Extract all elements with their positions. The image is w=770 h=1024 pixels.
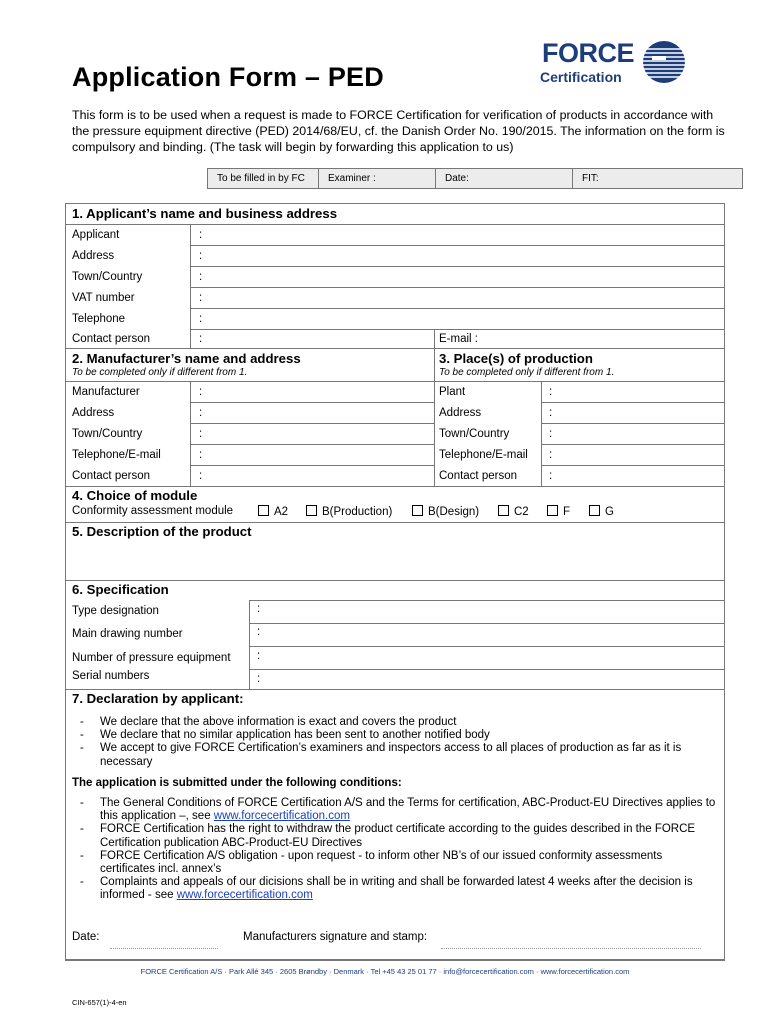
page-title: Application Form – PED — [72, 62, 384, 92]
list-item: - The General Conditions of FORCE Certification A/S and the Terms for certification, ABC-Product-EU Directives applies to this application –, see www.forcecertification.com — [80, 797, 716, 823]
type-designation-field[interactable]: : — [257, 603, 261, 615]
serial-numbers-label: Serial numbers — [72, 670, 150, 682]
force-certification-logo — [538, 38, 690, 88]
list-item: - We declare that the above information is exact and covers the product — [80, 716, 457, 728]
mfr-town-field[interactable]: : — [199, 428, 203, 440]
applicant-field[interactable]: : — [199, 229, 203, 241]
checkbox-a2[interactable] — [258, 505, 269, 516]
conditions-heading: The application is submitted under the following conditions: — [72, 777, 402, 789]
mfr-tel-field[interactable]: : — [199, 449, 203, 461]
town-field[interactable]: : — [199, 271, 203, 283]
plant-tel-field[interactable]: : — [549, 449, 553, 461]
intro-text: This form is to be used when a request is made to FORCE Certification for verification of products in accordance with the pressure equipment directive (PED) 2014/68/EU, cf. the Danish Order No. 190/2015. The information on the form is compulsory and binding. (The task will begin by forwarding this application to us) — [72, 108, 725, 154]
contact-field[interactable]: : — [199, 333, 203, 345]
plant-contact-label: Contact person — [439, 470, 517, 482]
list-item: - FORCE Certification A/S obligation - upon request - to inform other NB’s of our issued conformity assessments certificates incl. annex’s — [80, 849, 663, 876]
section2-note: To be completed only if different from 1. — [72, 367, 248, 378]
plant-field[interactable]: : — [549, 386, 553, 398]
list-item: - We declare that no similar application has been sent to another notified body — [80, 729, 490, 742]
main-drawing-label: Main drawing number — [72, 628, 183, 640]
module-option-a2[interactable] — [258, 505, 288, 518]
number-equipment-label: Number of pressure equipment — [72, 652, 231, 664]
section3-heading: 3. Place(s) of production — [439, 351, 593, 366]
checkbox-b-design[interactable] — [412, 505, 423, 516]
list-item: - We accept to give FORCE Certification’s examiners and inspectors access to all places of production as far as it is necessary — [80, 742, 682, 768]
section7-heading: 7. Declaration by applicant: — [72, 691, 244, 706]
manufacturer-label: Manufacturer — [72, 386, 140, 398]
module-option-c2[interactable] — [498, 505, 529, 518]
logo-force-text: FORCE — [542, 38, 634, 68]
section3-note: To be completed only if different from 1. — [439, 367, 615, 378]
option-b-design-label: B(Design) — [428, 506, 480, 518]
serial-numbers-field[interactable]: : — [257, 673, 261, 685]
signature-label: Manufacturers signature and stamp: — [243, 931, 428, 943]
mfr-contact-label: Contact person — [72, 470, 150, 482]
logo-certification-text: Certification — [540, 69, 622, 85]
section4-heading: 4. Choice of module — [72, 488, 198, 503]
checkbox-f[interactable] — [547, 505, 558, 516]
telephone-label: Telephone — [72, 313, 126, 325]
module-option-b-design[interactable] — [412, 505, 479, 518]
applicant-label: Applicant — [72, 229, 120, 241]
fc-date-field[interactable]: Date: — [436, 169, 573, 188]
option-c2-label: C2 — [514, 506, 529, 518]
list-item: - FORCE Certification has the right to withdraw the product certificate according to the guides described in the FORCE Certification publication ABC-Product-EU Directives — [80, 823, 696, 849]
fc-filled-label: To be filled in by FC — [208, 169, 319, 188]
conditions-list — [80, 797, 720, 903]
option-g-label: G — [605, 506, 614, 518]
section2-heading: 2. Manufacturer’s name and address — [72, 351, 301, 366]
date-field[interactable] — [110, 948, 218, 949]
telephone-field[interactable]: : — [199, 313, 203, 325]
type-designation-label: Type designation — [72, 605, 159, 617]
plant-town-label: Town/Country — [439, 428, 510, 440]
option-a2-label: A2 — [274, 506, 289, 518]
main-drawing-field[interactable]: : — [257, 626, 261, 638]
email-field[interactable]: E-mail : — [439, 333, 478, 345]
plant-tel-label: Telephone/E-mail — [439, 449, 528, 461]
manufacturer-field[interactable]: : — [199, 386, 203, 398]
town-label: Town/Country — [72, 271, 143, 283]
forcecertification-link[interactable]: www.forcecertification.com — [213, 810, 350, 823]
number-equipment-field[interactable]: : — [257, 650, 261, 662]
product-description-field[interactable] — [66, 542, 724, 579]
section6-heading: 6. Specification — [72, 582, 169, 597]
date-label: Date: — [72, 931, 100, 943]
option-b-production-label: B(Production) — [322, 506, 393, 518]
contact-label: Contact person — [72, 333, 150, 345]
forcecertification-link[interactable]: www.forcecertification.com — [176, 889, 313, 902]
plant-address-label: Address — [439, 407, 482, 419]
plant-address-field[interactable]: : — [549, 407, 553, 419]
plant-town-field[interactable]: : — [549, 428, 553, 440]
module-option-g[interactable] — [589, 505, 614, 518]
fc-fit-field[interactable]: FIT: — [582, 173, 599, 184]
address-label: Address — [72, 250, 115, 262]
plant-label: Plant — [439, 386, 466, 398]
declaration-list — [80, 716, 720, 769]
address-field[interactable]: : — [199, 250, 203, 262]
plant-contact-field[interactable]: : — [549, 470, 553, 482]
list-item: - Complaints and appeals of our dicisions shall be in writing and shall be forwarded latest 4 weeks after the decision is informed - see www.forcecertification.com — [80, 876, 693, 902]
fc-use-box — [207, 168, 743, 189]
globe-icon — [642, 40, 686, 84]
mfr-address-label: Address — [72, 407, 115, 419]
option-f-label: F — [563, 506, 571, 518]
checkbox-c2[interactable] — [498, 505, 509, 516]
mfr-tel-label: Telephone/E-mail — [72, 449, 161, 461]
checkbox-g[interactable] — [589, 505, 600, 516]
module-label: Conformity assessment module — [72, 505, 234, 517]
mfr-town-label: Town/Country — [72, 428, 143, 440]
section5-heading: 5. Description of the product — [72, 524, 252, 539]
fc-examiner-field[interactable]: Examiner : — [319, 169, 436, 188]
module-option-f[interactable] — [547, 505, 570, 518]
checkbox-b-production[interactable] — [306, 505, 317, 516]
vat-label: VAT number — [72, 292, 135, 304]
module-option-b-production[interactable] — [306, 505, 392, 518]
vat-field[interactable]: : — [199, 292, 203, 304]
signature-field[interactable] — [441, 948, 701, 949]
mfr-contact-field[interactable]: : — [199, 470, 203, 482]
section1-heading: 1. Applicant’s name and business address — [72, 206, 338, 221]
form-code: CIN-657(1)-4-en — [72, 998, 127, 1007]
mfr-address-field[interactable]: : — [199, 407, 203, 419]
footer-address: FORCE Certification A/S · Park Allé 345 · 2605 Brøndby · Denmark · Tel +45 43 25 01 77 · info@forcecertification.com · www.forcecertification.com — [140, 967, 630, 976]
